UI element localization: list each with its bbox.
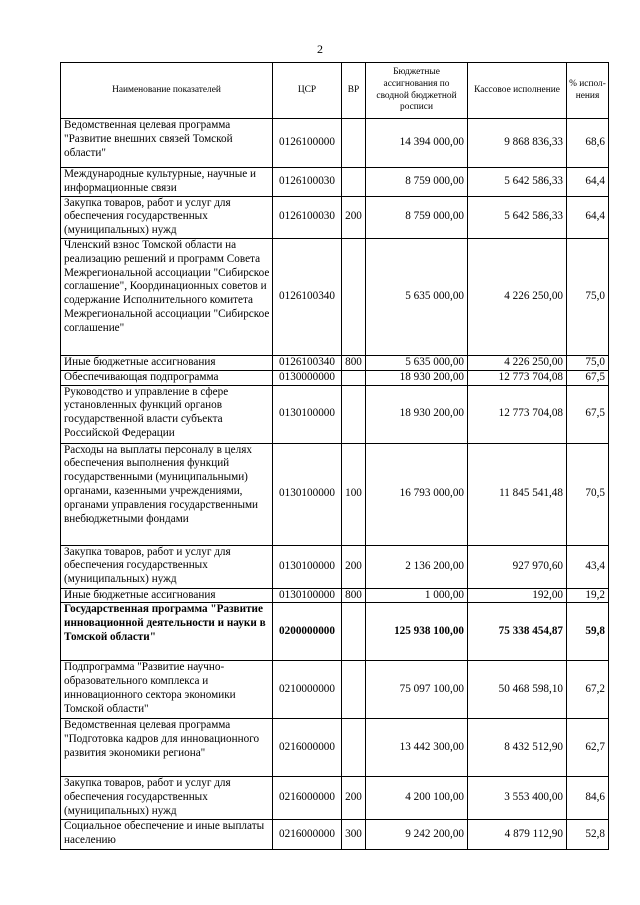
table-row (61, 719, 609, 777)
row-cash: 11 845 541,48 (468, 443, 567, 545)
row-pct: 62,7 (567, 719, 609, 777)
table-header-row (61, 63, 609, 119)
row-csr: 0130100000 (273, 545, 342, 588)
table-row (61, 777, 609, 820)
row-name: Закупка товаров, работ и услуг для обеспечения государственных (муниципальных) нужд (61, 777, 273, 820)
row-csr: 0126100030 (273, 168, 342, 197)
row-vr (342, 370, 366, 385)
table-row (61, 238, 609, 355)
row-cash: 4 226 250,00 (468, 238, 567, 355)
row-budget: 18 930 200,00 (366, 385, 468, 443)
row-vr: 300 (342, 820, 366, 850)
row-cash: 50 468 598,10 (468, 661, 567, 719)
row-cash: 12 773 704,08 (468, 370, 567, 385)
row-name: Социальное обеспечение и иные выплаты населению (61, 820, 273, 850)
table-row (61, 588, 609, 603)
row-pct: 43,4 (567, 545, 609, 588)
row-csr: 0200000000 (273, 603, 342, 661)
row-cash: 12 773 704,08 (468, 385, 567, 443)
row-vr (342, 168, 366, 197)
row-pct: 68,6 (567, 119, 609, 168)
row-pct: 19,2 (567, 588, 609, 603)
row-budget: 5 635 000,00 (366, 355, 468, 370)
row-vr (342, 119, 366, 168)
row-pct: 67,2 (567, 661, 609, 719)
header-pct: % испол-нения (567, 63, 609, 119)
header-name: Наименование показателей (61, 63, 273, 119)
row-csr: 0210000000 (273, 661, 342, 719)
row-cash: 5 642 586,33 (468, 168, 567, 197)
budget-table (60, 62, 609, 850)
row-csr: 0216000000 (273, 719, 342, 777)
row-cash: 4 879 112,90 (468, 820, 567, 850)
row-vr: 200 (342, 545, 366, 588)
row-csr: 0216000000 (273, 820, 342, 850)
header-cash: Кассовое исполнение (468, 63, 567, 119)
table-row (61, 355, 609, 370)
table-row (61, 661, 609, 719)
row-cash: 8 432 512,90 (468, 719, 567, 777)
row-name: Руководство и управление в сфере установленных функций органов государственной власти субъекта Российской Федерации (61, 385, 273, 443)
page-number: 2 (317, 42, 323, 56)
row-cash: 192,00 (468, 588, 567, 603)
row-name: Ведомственная целевая программа "Развитие внешних связей Томской области" (61, 119, 273, 168)
table-row (61, 820, 609, 850)
row-vr: 200 (342, 196, 366, 238)
row-csr: 0130000000 (273, 370, 342, 385)
row-name: Международные культурные, научные и информационные связи (61, 168, 273, 197)
row-name: Закупка товаров, работ и услуг для обеспечения государственных (муниципальных) нужд (61, 545, 273, 588)
row-budget: 125 938 100,00 (366, 603, 468, 661)
row-vr: 200 (342, 777, 366, 820)
row-cash: 75 338 454,87 (468, 603, 567, 661)
row-budget: 18 930 200,00 (366, 370, 468, 385)
row-vr (342, 661, 366, 719)
row-name: Иные бюджетные ассигнования (61, 355, 273, 370)
row-vr (342, 603, 366, 661)
table-row (61, 168, 609, 197)
row-budget: 16 793 000,00 (366, 443, 468, 545)
row-csr: 0130100000 (273, 588, 342, 603)
row-budget: 75 097 100,00 (366, 661, 468, 719)
row-budget: 1 000,00 (366, 588, 468, 603)
row-csr: 0126100340 (273, 238, 342, 355)
row-cash: 5 642 586,33 (468, 196, 567, 238)
row-name: Ведомственная целевая программа "Подготовка кадров для инновационного развития экономики региона" (61, 719, 273, 777)
row-pct: 67,5 (567, 385, 609, 443)
row-budget: 4 200 100,00 (366, 777, 468, 820)
row-budget: 8 759 000,00 (366, 196, 468, 238)
row-name: Государственная программа "Развитие инновационной деятельности и науки в Томской области" (61, 603, 273, 661)
row-vr (342, 238, 366, 355)
row-pct: 59,8 (567, 603, 609, 661)
row-budget: 14 394 000,00 (366, 119, 468, 168)
row-pct: 64,4 (567, 196, 609, 238)
row-vr (342, 719, 366, 777)
row-name: Подпрограмма "Развитие научно-образовательного комплекса и инновационного сектора экономики Томской области" (61, 661, 273, 719)
header-vr: ВР (342, 63, 366, 119)
row-name: Закупка товаров, работ и услуг для обеспечения государственных (муниципальных) нужд (61, 196, 273, 238)
row-pct: 84,6 (567, 777, 609, 820)
row-budget: 13 442 300,00 (366, 719, 468, 777)
row-cash: 9 868 836,33 (468, 119, 567, 168)
row-pct: 67,5 (567, 370, 609, 385)
row-csr: 0130100000 (273, 385, 342, 443)
table-row (61, 443, 609, 545)
row-vr: 800 (342, 588, 366, 603)
table-row (61, 385, 609, 443)
row-pct: 70,5 (567, 443, 609, 545)
row-csr: 0130100000 (273, 443, 342, 545)
row-budget: 9 242 200,00 (366, 820, 468, 850)
row-name: Обеспечивающая подпрограмма (61, 370, 273, 385)
header-csr: ЦСР (273, 63, 342, 119)
row-csr: 0126100340 (273, 355, 342, 370)
row-cash: 4 226 250,00 (468, 355, 567, 370)
row-vr (342, 385, 366, 443)
row-pct: 75,0 (567, 238, 609, 355)
row-vr: 800 (342, 355, 366, 370)
row-name: Членский взнос Томской области на реализацию решений и программ Совета Межрегиональной ассоциации "Сибирское соглашение", Координационных советов и содержание Исполнительного комитета Межрегиональной ассоциации "Сибирское соглашение" (61, 238, 273, 355)
row-csr: 0126100030 (273, 196, 342, 238)
row-budget: 2 136 200,00 (366, 545, 468, 588)
row-cash: 3 553 400,00 (468, 777, 567, 820)
row-pct: 64,4 (567, 168, 609, 197)
table-row (61, 603, 609, 661)
row-vr: 100 (342, 443, 366, 545)
row-budget: 8 759 000,00 (366, 168, 468, 197)
row-cash: 927 970,60 (468, 545, 567, 588)
row-csr: 0126100000 (273, 119, 342, 168)
row-budget: 5 635 000,00 (366, 238, 468, 355)
row-pct: 75,0 (567, 355, 609, 370)
table-row (61, 545, 609, 588)
table-row (61, 119, 609, 168)
row-name: Расходы на выплаты персоналу в целях обеспечения выполнения функций государственными (муниципальными) органами, казенными учреждениями, органами управления государственными внебюджетными фондами (61, 443, 273, 545)
row-csr: 0216000000 (273, 777, 342, 820)
row-name: Иные бюджетные ассигнования (61, 588, 273, 603)
row-pct: 52,8 (567, 820, 609, 850)
table-row (61, 370, 609, 385)
table-row (61, 196, 609, 238)
header-budget: Бюджетные ассигнования по сводной бюджетной росписи (366, 63, 468, 119)
